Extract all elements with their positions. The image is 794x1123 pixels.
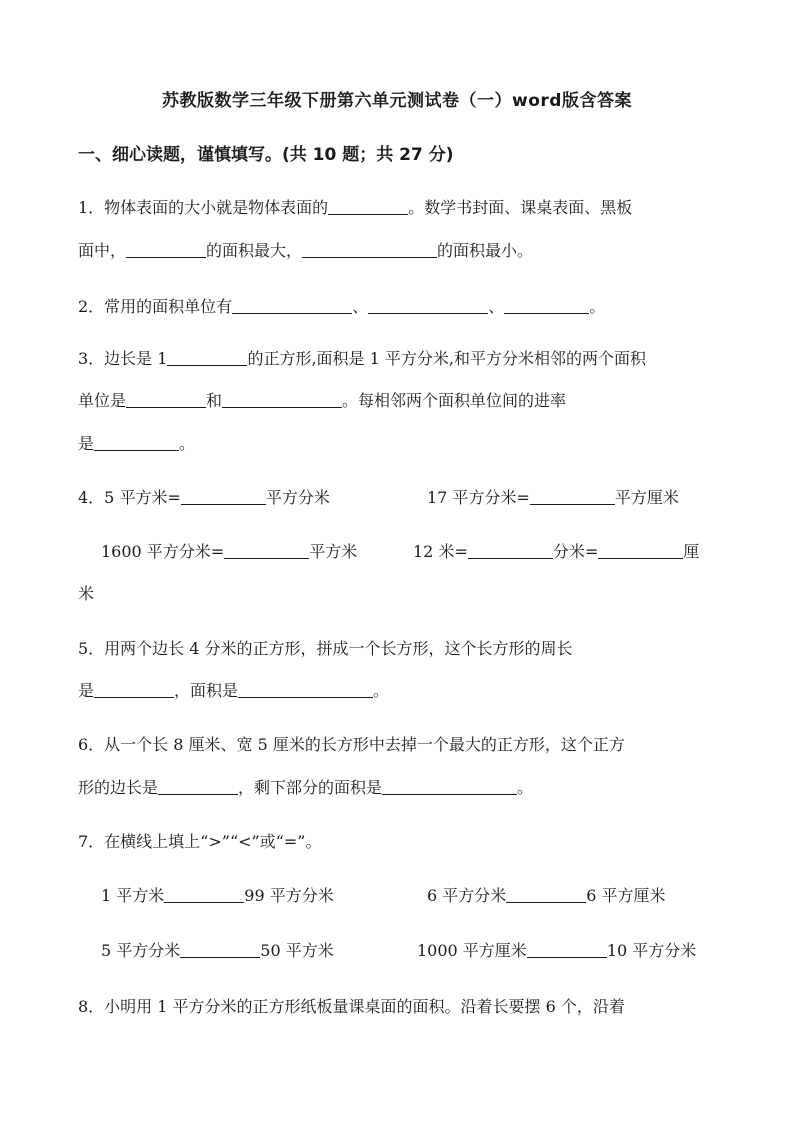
q3-text-e: 。每相邻两个面积单位间的进率 <box>342 391 567 410</box>
q2-text-a: 2．常用的面积单位有 <box>78 297 233 316</box>
q8-text: 8．小明用 1 平方分米的正方形纸板量课桌面的面积。沿着长要摆 6 个，沿着 <box>78 997 625 1016</box>
answer-blank[interactable] <box>302 241 437 258</box>
question-7-row-2b <box>417 940 696 962</box>
answer-blank[interactable] <box>126 391 206 408</box>
q7-text: 7．在横线上填上“>”“<”或“=”。 <box>78 832 322 851</box>
question-4-line-2b <box>413 541 699 563</box>
question-4-line-2 <box>101 541 357 563</box>
answer-blank[interactable] <box>382 778 517 795</box>
q6-text-c: ，剩下部分的面积是 <box>238 778 383 797</box>
answer-blank[interactable] <box>238 681 373 698</box>
q4-unit: 米 <box>78 584 95 603</box>
q3-text-d: 和 <box>206 391 223 410</box>
q4-text: 17 平方分米= <box>427 488 530 507</box>
q1-text-a: 1．物体表面的大小就是物体表面的 <box>78 198 329 217</box>
answer-blank[interactable] <box>504 297 589 314</box>
q2-sep: 、 <box>488 297 505 316</box>
q1-text-d: 的面积最大， <box>206 241 303 260</box>
answer-blank[interactable] <box>527 941 607 958</box>
q3-text-a: 3．边长是 1 <box>78 349 168 368</box>
question-5-line-2 <box>78 680 389 702</box>
question-3-line-1 <box>78 348 646 370</box>
q7-item: 5 平方分米 <box>101 941 181 960</box>
q2-end: 。 <box>589 297 606 316</box>
q4-text: 1600 平方分米= <box>101 542 225 561</box>
q4-text: 12 米= <box>413 542 468 561</box>
q7-item: 99 平方分米 <box>244 886 334 905</box>
q1-text-c: 面中， <box>78 241 127 260</box>
q5-text-d: 。 <box>373 681 390 700</box>
q5-text-a: 5．用两个边长 4 分米的正方形，拼成一个长方形，这个长方形的周长 <box>78 639 573 658</box>
q5-text-b: 是 <box>78 681 95 700</box>
question-6-line-2 <box>78 777 533 799</box>
q6-text-d: 。 <box>517 778 534 797</box>
q3-text-b: 的正方形,面积是 1 平方分米,和平方分米相邻的两个面积 <box>247 349 646 368</box>
q7-item: 50 平方米 <box>260 941 334 960</box>
document-title: 苏教版数学三年级下册第六单元测试卷（一）word版含答案 <box>162 91 632 111</box>
question-7-row-2a <box>101 940 334 962</box>
question-2 <box>78 296 605 318</box>
section-heading: 一、细心读题，谨慎填写。(共 10 题；共 27 分) <box>78 145 454 165</box>
question-7 <box>78 831 321 853</box>
answer-blank[interactable] <box>167 349 247 366</box>
answer-blank[interactable] <box>328 198 408 215</box>
answer-blank[interactable] <box>506 886 586 903</box>
question-3-line-2 <box>78 390 566 412</box>
q4-unit: 平方厘米 <box>614 488 679 507</box>
answer-blank[interactable] <box>368 297 488 314</box>
q2-sep: 、 <box>352 297 369 316</box>
question-8 <box>78 996 625 1018</box>
question-1-line-2 <box>78 240 533 262</box>
q6-text-b: 形的边长是 <box>78 778 159 797</box>
question-3-line-3 <box>78 433 195 455</box>
question-6-line-1 <box>78 734 625 756</box>
q7-item: 1 平方米 <box>101 886 165 905</box>
answer-blank[interactable] <box>598 542 683 559</box>
answer-blank[interactable] <box>158 778 238 795</box>
q1-text-b: 。数学书封面、课桌表面、黑板 <box>408 198 633 217</box>
answer-blank[interactable] <box>222 391 342 408</box>
question-7-row-1a <box>101 885 334 907</box>
question-4-line-1b <box>427 487 679 509</box>
question-4-line-1 <box>78 487 330 509</box>
q5-text-c: ，面积是 <box>174 681 239 700</box>
question-5-line-1 <box>78 638 573 660</box>
answer-blank[interactable] <box>180 941 260 958</box>
q1-text-e: 的面积最小。 <box>437 241 534 260</box>
q4-text: 4．5 平方米= <box>78 488 181 507</box>
q7-item: 6 平方厘米 <box>586 886 666 905</box>
q7-item: 10 平方分米 <box>606 941 697 960</box>
q3-text-c: 单位是 <box>78 391 127 410</box>
answer-blank[interactable] <box>468 542 553 559</box>
q3-text-f: 是 <box>78 434 95 453</box>
answer-blank[interactable] <box>224 542 309 559</box>
q7-item: 1000 平方厘米 <box>417 941 527 960</box>
q4-unit: 分米= <box>552 542 599 561</box>
answer-blank[interactable] <box>94 681 174 698</box>
question-4-line-3 <box>78 583 94 605</box>
answer-blank[interactable] <box>164 886 244 903</box>
answer-blank[interactable] <box>94 434 179 451</box>
answer-blank[interactable] <box>126 241 206 258</box>
q3-text-g: 。 <box>179 434 196 453</box>
q6-text-a: 6．从一个长 8 厘米、宽 5 厘米的长方形中去掉一个最大的正方形，这个正方 <box>78 735 625 754</box>
q4-unit: 平方米 <box>309 542 358 561</box>
q4-unit: 平方分米 <box>265 488 330 507</box>
q7-item: 6 平方分米 <box>427 886 507 905</box>
answer-blank[interactable] <box>232 297 352 314</box>
q4-unit: 厘 <box>683 542 700 561</box>
answer-blank[interactable] <box>530 488 615 505</box>
question-7-row-1b <box>427 885 666 907</box>
answer-blank[interactable] <box>181 488 266 505</box>
question-1-line-1 <box>78 197 632 219</box>
